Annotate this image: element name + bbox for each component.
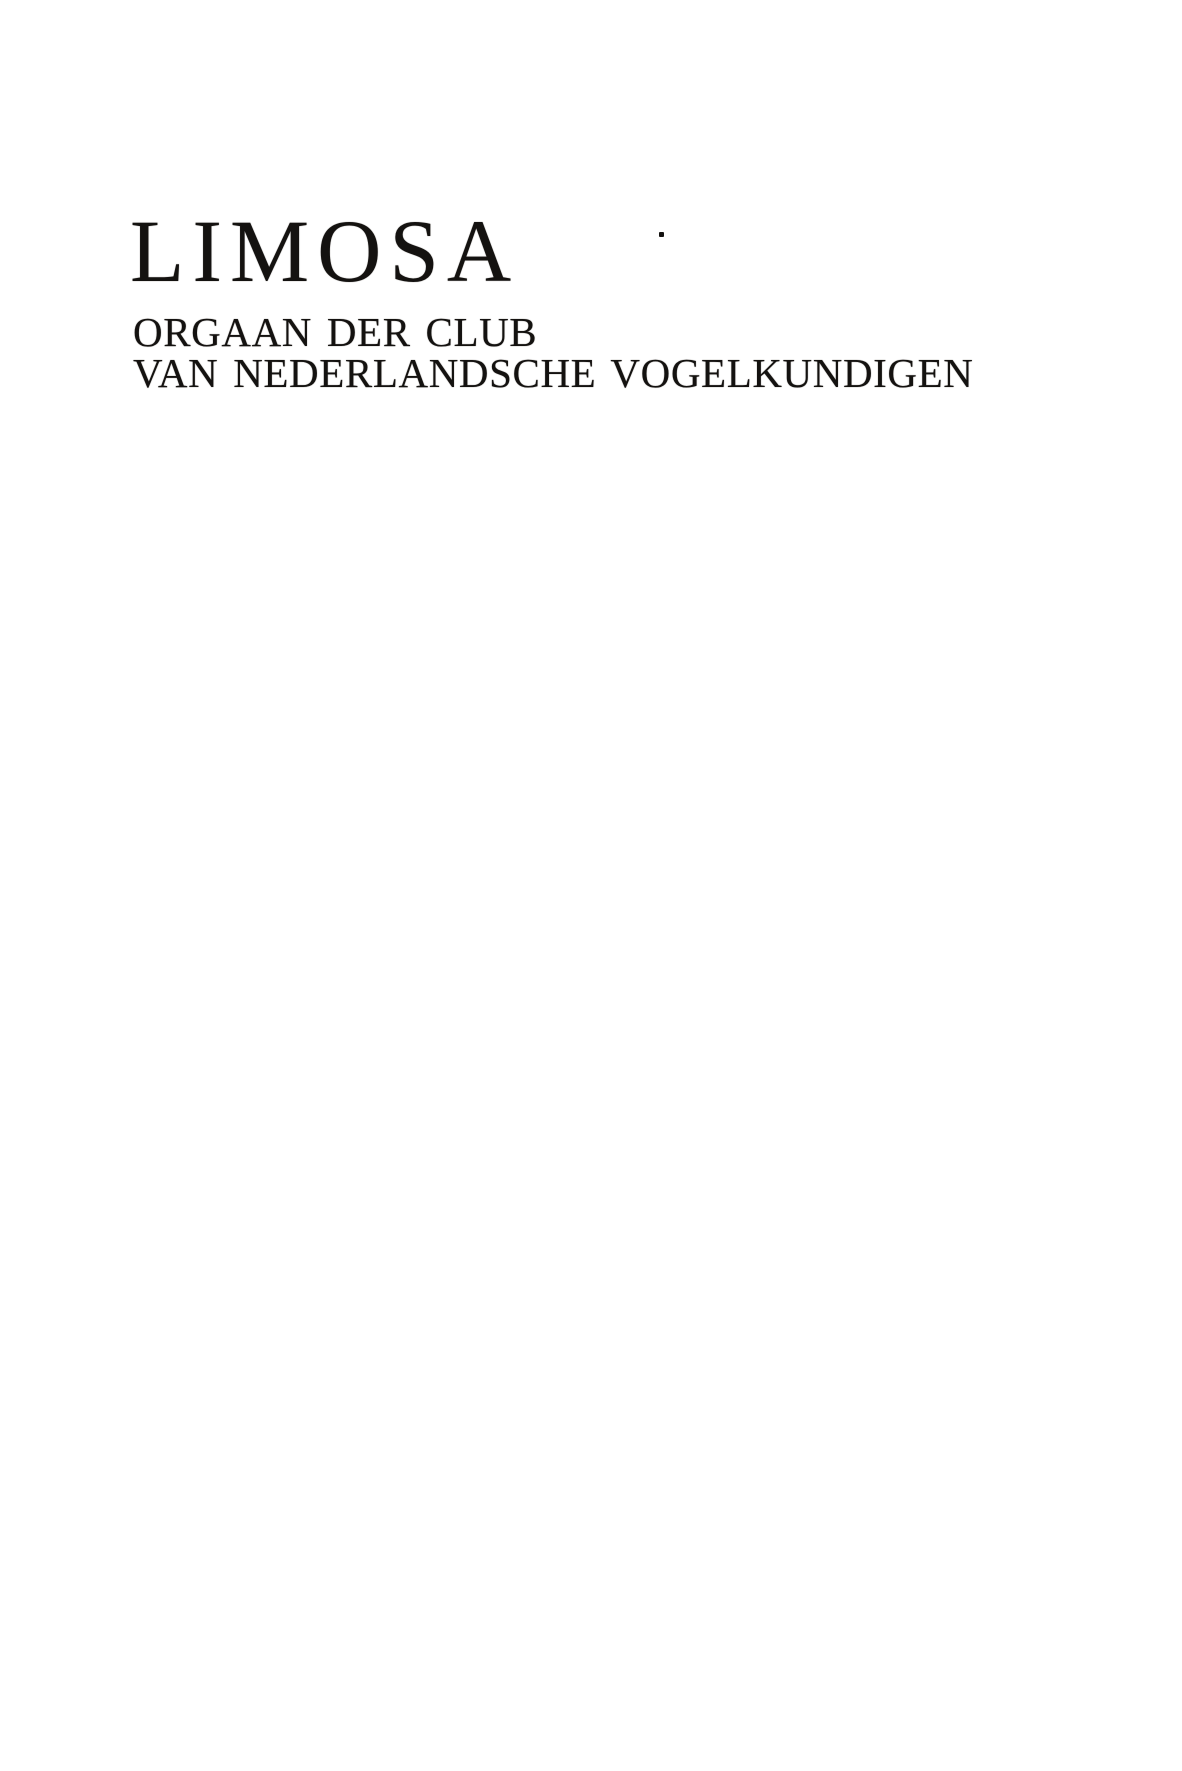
ink-speck (659, 232, 664, 237)
subtitle-line-1: ORGAAN DER CLUB (133, 309, 538, 355)
journal-subtitle (133, 309, 974, 396)
journal-title: LIMOSA (130, 203, 520, 301)
subtitle-line-2: VAN NEDERLANDSCHE VOGELKUNDIGEN (133, 350, 974, 396)
